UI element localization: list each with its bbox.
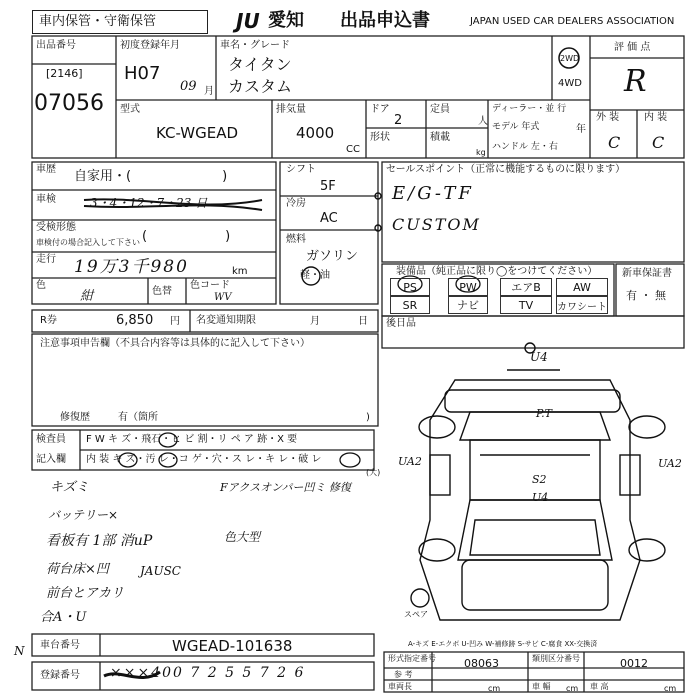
- first-reg-month-unit: 月: [204, 86, 214, 97]
- shift-label: シフト: [286, 164, 316, 175]
- interior-label: 内 装: [644, 112, 668, 123]
- shaken-label: 車検: [36, 194, 56, 205]
- inspector-row-1: F W キ ズ・飛石・ヒ ビ 割・リ ペ ア 跡・X 要: [86, 434, 298, 445]
- warranty-value: 有 ・ 無: [626, 289, 666, 302]
- color-label: 色: [36, 280, 46, 291]
- lot-label: 出品番号: [36, 40, 76, 51]
- load-label: 積載: [430, 132, 450, 143]
- notes-label: 注意事項申告欄（不具合内容等は具体的に記入して下さい）: [40, 338, 310, 349]
- diagram-right-mark: UA2: [658, 457, 682, 470]
- equip-navi: ナビ: [448, 296, 488, 314]
- receipt-note: 車検付の場合記入して下さい: [36, 238, 140, 247]
- type-value: KC-WGEAD: [156, 124, 239, 142]
- repair-value: 有（箇所: [118, 412, 158, 423]
- name-change-label: 名変通知期限: [196, 315, 256, 326]
- model-spec-value: 08063: [464, 657, 499, 670]
- shape-label: 形状: [370, 132, 390, 143]
- mileage-value: 19万3千980: [74, 257, 189, 277]
- selling-point-1: E/G-TF: [392, 183, 474, 204]
- repair-label: 修復歴: [60, 412, 90, 423]
- cooler-value: AC: [320, 211, 338, 226]
- drive-2wd: 2WD: [560, 54, 580, 63]
- model-year-unit: 年: [576, 124, 586, 135]
- diagram-legend: A-キズ E-エクボ U-凹み W-補修跡 S-サビ C-腐食 XX-交換済: [408, 640, 598, 648]
- height-unit: cm: [664, 684, 677, 693]
- form-title: 出品申込書: [340, 10, 430, 31]
- receipt-label: 受検形態: [36, 222, 76, 233]
- org-name: 愛知: [268, 10, 304, 31]
- capacity-unit: 人: [478, 116, 488, 127]
- exterior-label: 外 装: [596, 112, 620, 123]
- equip-leather: カワシート: [556, 296, 608, 314]
- capacity-label: 定員: [430, 104, 450, 115]
- hand-note-4b: JAUSC: [140, 564, 181, 578]
- color-change-label: 色替: [152, 286, 172, 297]
- model-year-label: モデル 年式: [492, 122, 540, 132]
- history-label: 車歴: [36, 164, 56, 175]
- type-label: 型式: [120, 104, 140, 115]
- ref-label: 参 考: [394, 670, 413, 679]
- rear-goods-label: 後日品: [386, 318, 416, 329]
- first-reg-era-year: H07: [124, 63, 161, 84]
- recycle-label: R券: [40, 315, 57, 326]
- doors-label: ドア: [370, 104, 390, 115]
- history-value: 自家用・( ): [74, 169, 228, 184]
- equipment-label: 装備品（純正品に限り◯をつけてください）: [396, 266, 598, 277]
- model-spec-label: 形式指定番号: [388, 654, 436, 663]
- inspector-label-2: 記入欄: [36, 454, 66, 465]
- spare-label: スペア: [404, 610, 428, 619]
- hand-note-3: 看板有 1部 消uP: [46, 533, 153, 549]
- width-label: 車 幅: [532, 682, 551, 691]
- lot-sub-number: [2146]: [46, 67, 83, 80]
- warranty-label: 新車保証書: [622, 268, 672, 279]
- storage-label: 車内保管・守衛保管: [39, 14, 157, 29]
- shift-value: 5F: [320, 179, 336, 194]
- displacement-unit: CC: [346, 144, 360, 155]
- recycle-value: 6,850: [116, 313, 154, 328]
- ju-logo: JU: [236, 9, 260, 33]
- chassis-label: 車台番号: [40, 640, 80, 651]
- color-code: WV: [214, 292, 232, 303]
- first-reg-label: 初度登録年月: [120, 40, 180, 51]
- selling-points-label: セールスポイント（正常に機能するものに限ります）: [386, 164, 626, 175]
- color-code-label: 色コード: [190, 280, 230, 291]
- hand-note-4: 荷台床×凹: [46, 562, 109, 577]
- name-change-day: 日: [358, 316, 368, 327]
- rating-label: 評 価 点: [614, 42, 651, 53]
- storage-label-box: [32, 10, 208, 34]
- model-line2: カスタム: [228, 77, 293, 96]
- registration-label: 登録番号: [40, 670, 80, 681]
- model-label: 車名・グレード: [220, 40, 290, 51]
- exterior-grade: C: [608, 133, 621, 152]
- cooler-label: 冷房: [286, 198, 306, 209]
- color-value: 紺: [80, 289, 94, 304]
- diagram-mid-mark: S2: [532, 473, 547, 486]
- lot-number: 07056: [34, 91, 104, 116]
- equip-aw: AW: [556, 278, 608, 296]
- margin-mark: N: [14, 644, 25, 658]
- interior-grade: C: [652, 133, 665, 152]
- equip-ps: PS: [390, 278, 430, 296]
- hand-note-2: バッテリー×: [48, 508, 119, 522]
- length-label: 車両長: [388, 682, 412, 691]
- chassis-value: WGEAD-101638: [172, 637, 293, 655]
- diagram-pit-mark: P.T: [536, 407, 553, 420]
- load-unit: kg: [476, 148, 486, 157]
- equip-sr: SR: [390, 296, 430, 314]
- hand-note-5: 前台とアカリ: [46, 586, 124, 601]
- inspector-label-1: 検査員: [36, 434, 66, 445]
- selling-point-2: CUSTOM: [392, 215, 481, 234]
- equip-airbag: エアB: [500, 278, 552, 296]
- dealer-label: ディーラー・並 行: [492, 104, 567, 114]
- equip-tv: TV: [500, 296, 552, 314]
- hand-note-3b: 色大型: [224, 530, 261, 544]
- diagram-mid-mark-2: U4: [532, 491, 549, 504]
- equip-pw: PW: [448, 278, 488, 296]
- displacement-value: 4000: [296, 124, 335, 142]
- registration-value: ×××400 7 2 5 5 7 2 6: [110, 665, 306, 681]
- mileage-label: 走行: [36, 254, 56, 265]
- class-value: 0012: [620, 657, 648, 670]
- diagram-left-mark: UA2: [398, 455, 422, 468]
- rating-value: R: [624, 64, 647, 99]
- doors-value: 2: [394, 113, 403, 128]
- hand-note-1: キズミ: [50, 480, 89, 495]
- recycle-unit: 円: [170, 316, 180, 327]
- mileage-unit: km: [232, 266, 248, 277]
- inspector-row-2: 内 装 キ ズ・汚 レ・コ ゲ・穴・ス レ・キ レ・破 レ: [86, 454, 322, 465]
- diagram-top-mark: U4: [530, 350, 548, 364]
- first-reg-month: 09: [180, 79, 197, 94]
- hand-note-6: 合A・U: [40, 610, 87, 625]
- model-line1: タイタン: [228, 55, 292, 74]
- height-label: 車 高: [590, 682, 609, 691]
- fuel-value: ガソリン: [306, 249, 359, 264]
- shaken-value: 3・4・12・7・23 日: [90, 196, 208, 210]
- handle-label: ハンドル 左・右: [492, 142, 558, 152]
- class-label: 類別区分番号: [532, 654, 580, 663]
- displacement-label: 排気量: [276, 104, 306, 115]
- hand-note-1b: Fアクスオンパー凹ミ 修復: [220, 481, 351, 494]
- fuel-alt: 軽・油: [300, 270, 330, 281]
- inspector-mark: (大): [366, 468, 381, 477]
- fuel-label: 燃料: [286, 234, 306, 245]
- length-unit: cm: [488, 684, 501, 693]
- receipt-paren: ( ): [142, 229, 231, 244]
- drive-4wd: 4WD: [558, 78, 582, 89]
- association-name: JAPAN USED CAR DEALERS ASSOCIATION: [470, 16, 675, 27]
- width-unit: cm: [566, 684, 579, 693]
- repair-close: ): [366, 412, 370, 423]
- name-change-month: 月: [310, 316, 320, 327]
